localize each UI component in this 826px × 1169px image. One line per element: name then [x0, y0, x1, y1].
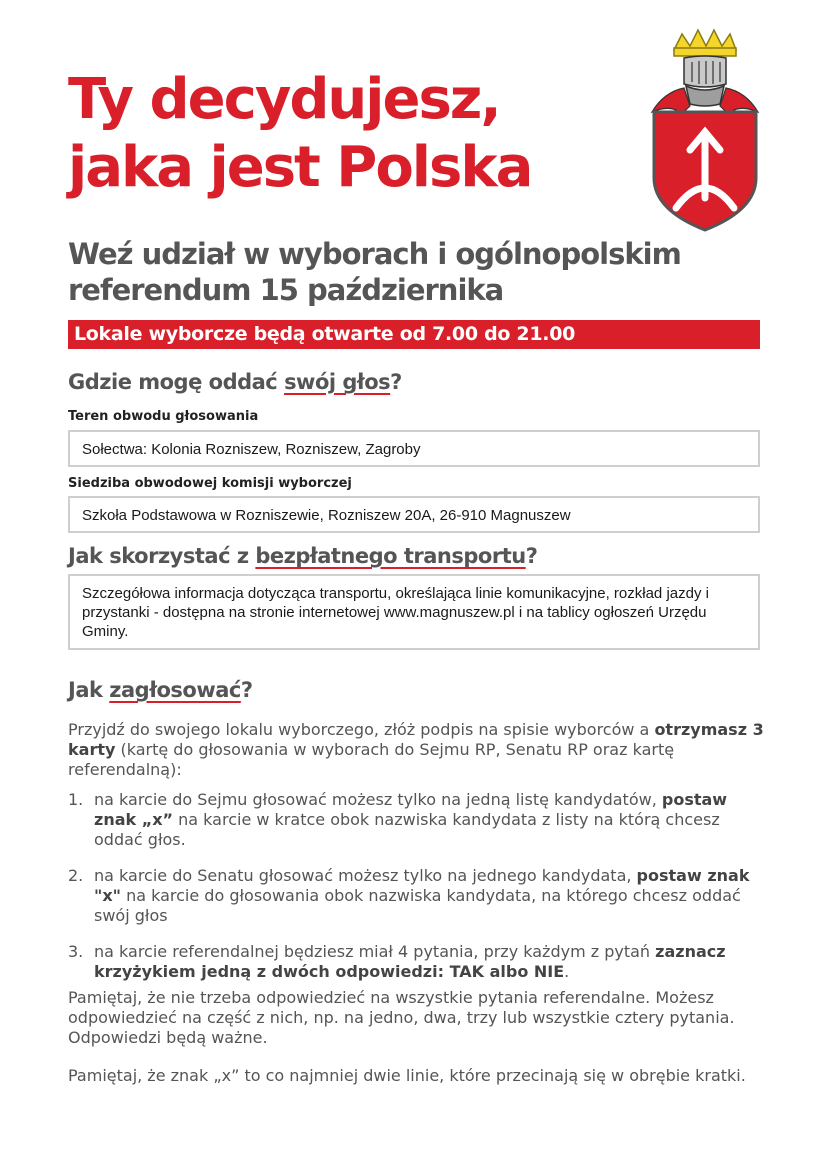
list-item-text: na karcie referendalnej będziesz miał 4 pytania, przy każdym z pytań	[94, 942, 656, 961]
subtitle-line-1: Weź udział w wyborach i ogólnopolskim	[68, 237, 681, 271]
transport-heading-highlight: bezpłatnego transportu	[255, 544, 526, 568]
municipal-coat-of-arms-icon	[646, 28, 764, 234]
seat-value: Szkoła Podstawowa w Rozniszewie, Rozniszew 20A, 26-910 Magnuszew	[82, 507, 571, 524]
list-item-text: na karcie do Senatu głosować możesz tylko na jednego kandydata,	[94, 866, 637, 885]
where-heading-highlight: swój głos	[284, 370, 391, 394]
intro-text-2: (kartę do głosowania w wyborach do Sejmu RP, Senatu RP oraz kartę referendalną):	[68, 740, 675, 779]
list-item-text: na karcie do Sejmu głosować możesz tylko na jedną listę kandydatów,	[94, 790, 662, 809]
where-heading-text: Gdzie mogę oddać	[68, 370, 285, 394]
note-x-mark: Pamiętaj, że znak „x” to co najmniej dwie linie, które przecinają się w obrębie kratki.	[68, 1066, 746, 1085]
howto-intro	[68, 720, 768, 780]
page-title	[68, 66, 628, 202]
note-referendum: Pamiętaj, że nie trzeba odpowiedzieć na wszystkie pytania referendalne. Możesz odpowiedzieć na część z nich, np. na jedno, dwa, trzy lub wszystkie cztery pytania. Odpowiedzi będą ważne.	[68, 988, 735, 1047]
list-item-bold: postaw znak "x"	[94, 866, 750, 905]
howto-heading-highlight: zagłosować	[109, 678, 241, 702]
howto-heading	[68, 676, 253, 704]
list-item-text-end: .	[564, 962, 570, 981]
list-item-text-end: na karcie do głosowania obok nazwiska kandydata, na którego chcesz oddać swój głos	[94, 886, 741, 925]
where-heading-mark: ?	[390, 370, 402, 394]
title-line-1: Ty decydujesz,	[68, 67, 500, 132]
howto-heading-text: Jak	[68, 678, 110, 702]
list-item-number: 2.	[68, 866, 84, 885]
list-item-number: 3.	[68, 942, 84, 961]
intro-bold: otrzymasz 3 karty	[68, 720, 764, 759]
intro-text-1: Przyjdź do swojego lokalu wyborczego, złóż podpis na spisie wyborców a	[68, 720, 655, 739]
subtitle-line-2: referendum 15 października	[68, 273, 504, 307]
list-item	[68, 866, 768, 926]
area-box	[68, 430, 760, 467]
howto-heading-mark: ?	[240, 678, 253, 702]
voting-steps-list	[68, 790, 768, 998]
subtitle	[68, 236, 768, 308]
list-item	[68, 942, 768, 982]
list-item	[68, 790, 768, 850]
transport-info: Szczegółowa informacja dotycząca transportu, określająca linie komunikacyjne, rozkład jazdy i przystanki - dostępna na stronie internetowej www.magnuszew.pl i na tablicy ogłoszeń Urzędu Gminy.	[82, 585, 709, 640]
area-label: Teren obwodu głosowania	[68, 409, 259, 424]
opening-hours-banner: Lokale wyborcze będą otwarte od 7.00 do 21.00	[68, 320, 760, 349]
list-item-bold: postaw znak „x”	[94, 790, 728, 829]
list-item-text-end: na karcie w kratce obok nazwiska kandydata z listy na którą chcesz oddać głos.	[94, 810, 720, 849]
seat-label: Siedziba obwodowej komisji wyborczej	[68, 476, 352, 491]
list-item-number: 1.	[68, 790, 84, 809]
where-heading	[68, 368, 402, 396]
transport-heading-mark: ?	[525, 544, 538, 568]
title-line-2: jaka jest Polska	[68, 135, 532, 200]
transport-heading	[68, 542, 537, 570]
area-value: Sołectwa: Kolonia Rozniszew, Rozniszew, Zagroby	[82, 441, 421, 458]
transport-heading-text: Jak skorzystać z	[68, 544, 256, 568]
transport-box	[68, 574, 760, 650]
list-item-bold: zaznacz krzyżykiem jedną z dwóch odpowiedzi: TAK albo NIE	[94, 942, 726, 981]
seat-box	[68, 496, 760, 533]
